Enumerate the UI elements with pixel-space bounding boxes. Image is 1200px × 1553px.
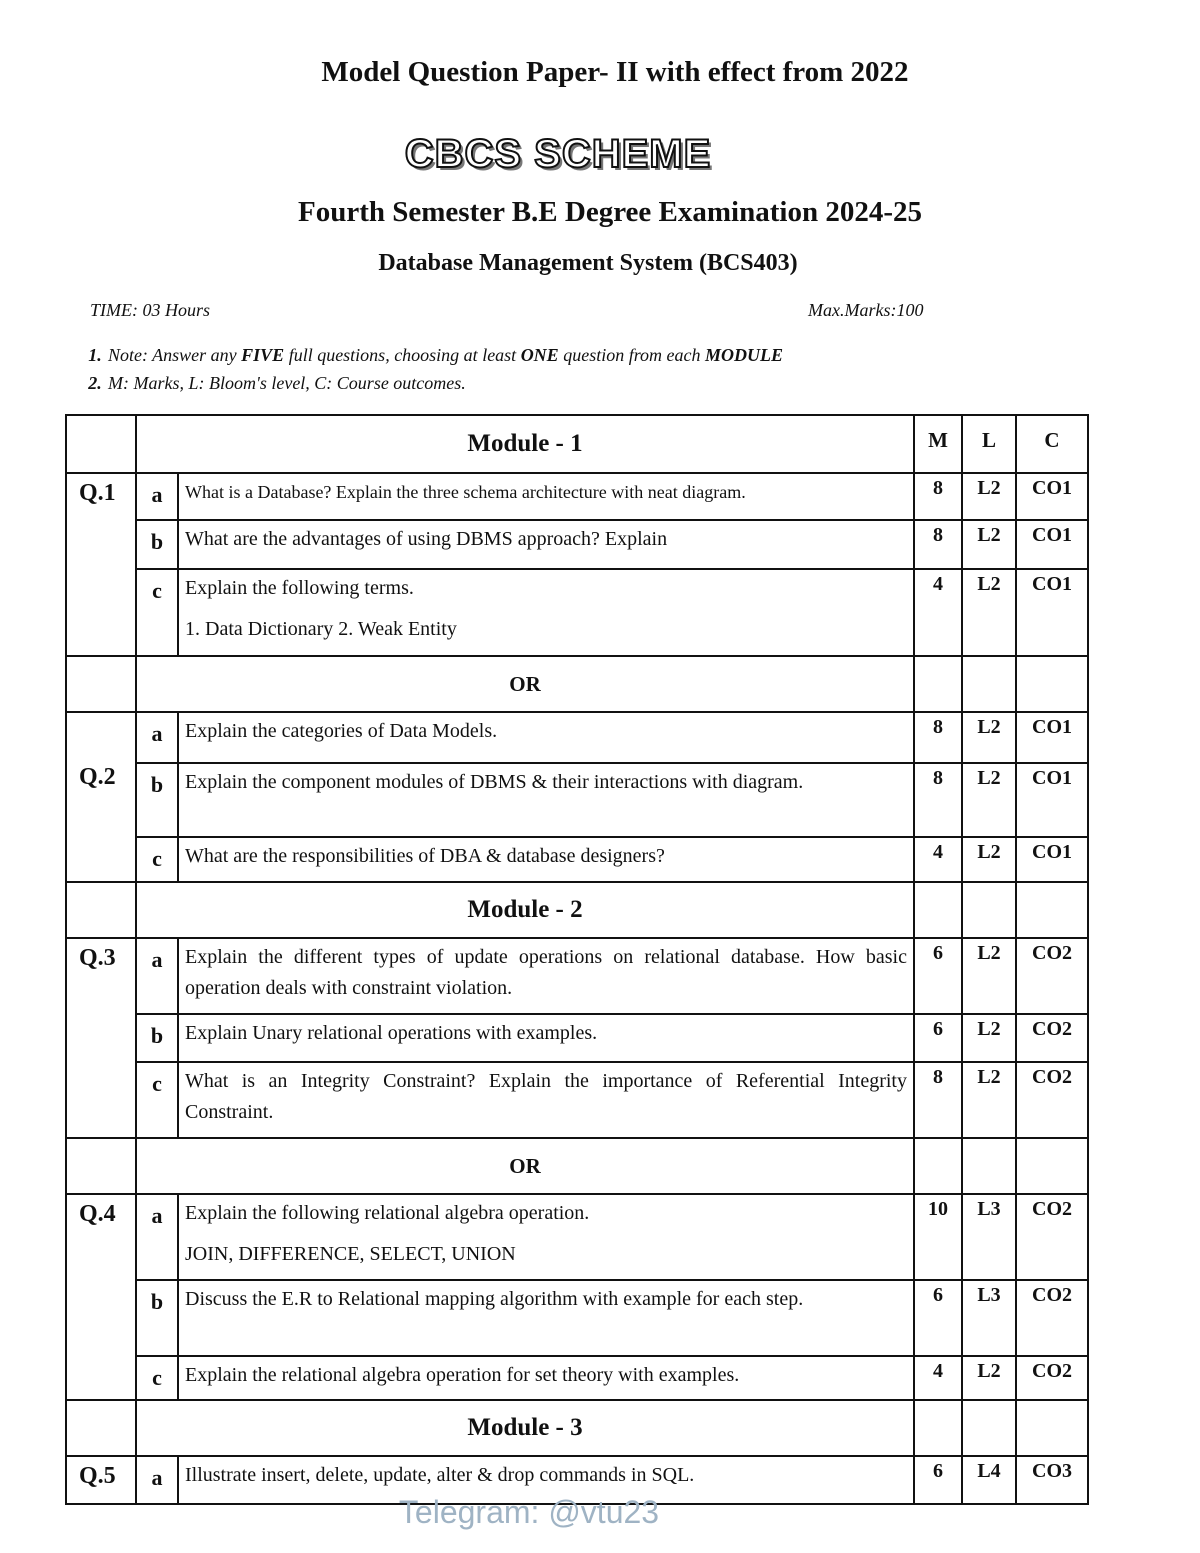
table-row xyxy=(66,473,1088,520)
level-cell: L2 xyxy=(962,520,1016,569)
paper-title: Model Question Paper- II with effect from 2022 xyxy=(321,56,909,88)
cbcs-scheme-logo: CBCS SCHEME xyxy=(404,132,712,176)
table-row xyxy=(66,1194,1088,1280)
table-row xyxy=(66,1280,1088,1356)
question-text: What are the responsibilities of DBA & database designers? xyxy=(178,837,914,882)
column-header-marks: M xyxy=(914,415,962,473)
outcome-cell: CO2 xyxy=(1016,1356,1088,1400)
level-cell: L3 xyxy=(962,1194,1016,1280)
question-text: What is a Database? Explain the three schema architecture with neat diagram. xyxy=(178,473,914,520)
question-number: Q.1 xyxy=(66,473,136,656)
question-text: Explain the following relational algebra operation. JOIN, DIFFERENCE, SELECT, UNION xyxy=(178,1194,914,1280)
question-text: Explain the different types of update operations on relational database. How basic operation deals with constraint violation. xyxy=(178,938,914,1014)
question-text: What is an Integrity Constraint? Explain the importance of Referential Integrity Constraint. xyxy=(178,1062,914,1138)
level-cell: L2 xyxy=(962,763,1016,837)
telegram-watermark: Telegram: @vtu23 xyxy=(398,1494,660,1530)
outcome-cell: CO2 xyxy=(1016,1280,1088,1356)
question-text: Explain the relational algebra operation for set theory with examples. xyxy=(178,1356,914,1400)
level-cell: L2 xyxy=(962,837,1016,882)
table-row xyxy=(66,938,1088,1014)
column-header-level: L xyxy=(962,415,1016,473)
note-line-1: 1. Note: Answer any FIVE full questions, choosing at least ONE question from each MODULE xyxy=(82,340,783,368)
exam-title: Fourth Semester B.E Degree Examination 2024-25 xyxy=(298,196,922,228)
table-row xyxy=(66,712,1088,763)
outcome-cell: CO1 xyxy=(1016,569,1088,656)
question-number: Q.4 xyxy=(66,1194,136,1400)
table-row xyxy=(66,1356,1088,1400)
note-number: 2. xyxy=(88,373,102,393)
module-header-row xyxy=(66,415,1088,473)
outcome-cell: CO2 xyxy=(1016,1062,1088,1138)
note-line-2: 2. M: Marks, L: Bloom's level, C: Course outcomes. xyxy=(82,368,783,396)
course-title: Database Management System (BCS403) xyxy=(378,250,798,276)
outcome-cell: CO1 xyxy=(1016,712,1088,763)
question-number: Q.3 xyxy=(66,938,136,1138)
question-text: Explain Unary relational operations with examples. xyxy=(178,1014,914,1062)
outcome-cell: CO1 xyxy=(1016,837,1088,882)
level-cell: L3 xyxy=(962,1280,1016,1356)
level-cell: L2 xyxy=(962,569,1016,656)
outcome-cell: CO2 xyxy=(1016,1194,1088,1280)
marks-cell: 8 xyxy=(914,473,962,520)
sub-question-label: c xyxy=(136,837,178,882)
sub-question-label: a xyxy=(136,473,178,520)
question-number: Q.2 xyxy=(66,712,136,882)
table-row xyxy=(66,1014,1088,1062)
marks-cell: 8 xyxy=(914,520,962,569)
sub-question-label: b xyxy=(136,1280,178,1356)
sub-question-label: b xyxy=(136,1014,178,1062)
module-title: Module - 2 xyxy=(136,882,914,938)
level-cell: L2 xyxy=(962,712,1016,763)
or-label: OR xyxy=(136,1138,914,1194)
or-row xyxy=(66,1138,1088,1194)
marks-cell: 6 xyxy=(914,1280,962,1356)
sub-question-label: a xyxy=(136,1456,178,1504)
marks-cell: 4 xyxy=(914,837,962,882)
sub-question-label: c xyxy=(136,569,178,656)
note-number: 1. xyxy=(88,345,102,365)
marks-cell: 4 xyxy=(914,1356,962,1400)
instructions xyxy=(82,340,783,396)
table-row xyxy=(66,1062,1088,1138)
marks-cell: 8 xyxy=(914,1062,962,1138)
sub-question-label: c xyxy=(136,1356,178,1400)
table-row xyxy=(66,837,1088,882)
column-header-outcome: C xyxy=(1016,415,1088,473)
outcome-cell: CO1 xyxy=(1016,763,1088,837)
marks-cell: 4 xyxy=(914,569,962,656)
question-text: Explain the component modules of DBMS & their interactions with diagram. xyxy=(178,763,914,837)
marks-cell: 6 xyxy=(914,1456,962,1504)
table-row xyxy=(66,569,1088,656)
level-cell: L2 xyxy=(962,1062,1016,1138)
question-number: Q.5 xyxy=(66,1456,136,1504)
marks-cell: 8 xyxy=(914,763,962,837)
outcome-cell: CO2 xyxy=(1016,1014,1088,1062)
outcome-cell: CO3 xyxy=(1016,1456,1088,1504)
table-row xyxy=(66,520,1088,569)
sub-question-label: a xyxy=(136,712,178,763)
table-row xyxy=(66,763,1088,837)
marks-cell: 6 xyxy=(914,938,962,1014)
module-title: Module - 1 xyxy=(136,415,914,473)
max-marks: Max.Marks:100 xyxy=(808,300,924,320)
level-cell: L2 xyxy=(962,938,1016,1014)
sub-question-label: c xyxy=(136,1062,178,1138)
level-cell: L2 xyxy=(962,1356,1016,1400)
or-row xyxy=(66,656,1088,712)
sub-question-label: a xyxy=(136,938,178,1014)
sub-question-label: a xyxy=(136,1194,178,1280)
question-text: What are the advantages of using DBMS approach? Explain xyxy=(178,520,914,569)
outcome-cell: CO2 xyxy=(1016,938,1088,1014)
question-text: Explain the following terms. 1. Data Dictionary 2. Weak Entity xyxy=(178,569,914,656)
module-header-row xyxy=(66,882,1088,938)
sub-question-label: b xyxy=(136,763,178,837)
marks-cell: 10 xyxy=(914,1194,962,1280)
or-label: OR xyxy=(136,656,914,712)
level-cell: L2 xyxy=(962,473,1016,520)
module-header-row xyxy=(66,1400,1088,1456)
sub-question-label: b xyxy=(136,520,178,569)
outcome-cell: CO1 xyxy=(1016,520,1088,569)
level-cell: L2 xyxy=(962,1014,1016,1062)
question-text: Illustrate insert, delete, update, alter & drop commands in SQL. xyxy=(178,1456,914,1504)
module-title: Module - 3 xyxy=(136,1400,914,1456)
marks-cell: 6 xyxy=(914,1014,962,1062)
level-cell: L4 xyxy=(962,1456,1016,1504)
question-text: Explain the categories of Data Models. xyxy=(178,712,914,763)
marks-cell: 8 xyxy=(914,712,962,763)
question-table xyxy=(65,414,1089,1505)
exam-time: TIME: 03 Hours xyxy=(90,300,210,320)
outcome-cell: CO1 xyxy=(1016,473,1088,520)
question-text: Discuss the E.R to Relational mapping algorithm with example for each step. xyxy=(178,1280,914,1356)
